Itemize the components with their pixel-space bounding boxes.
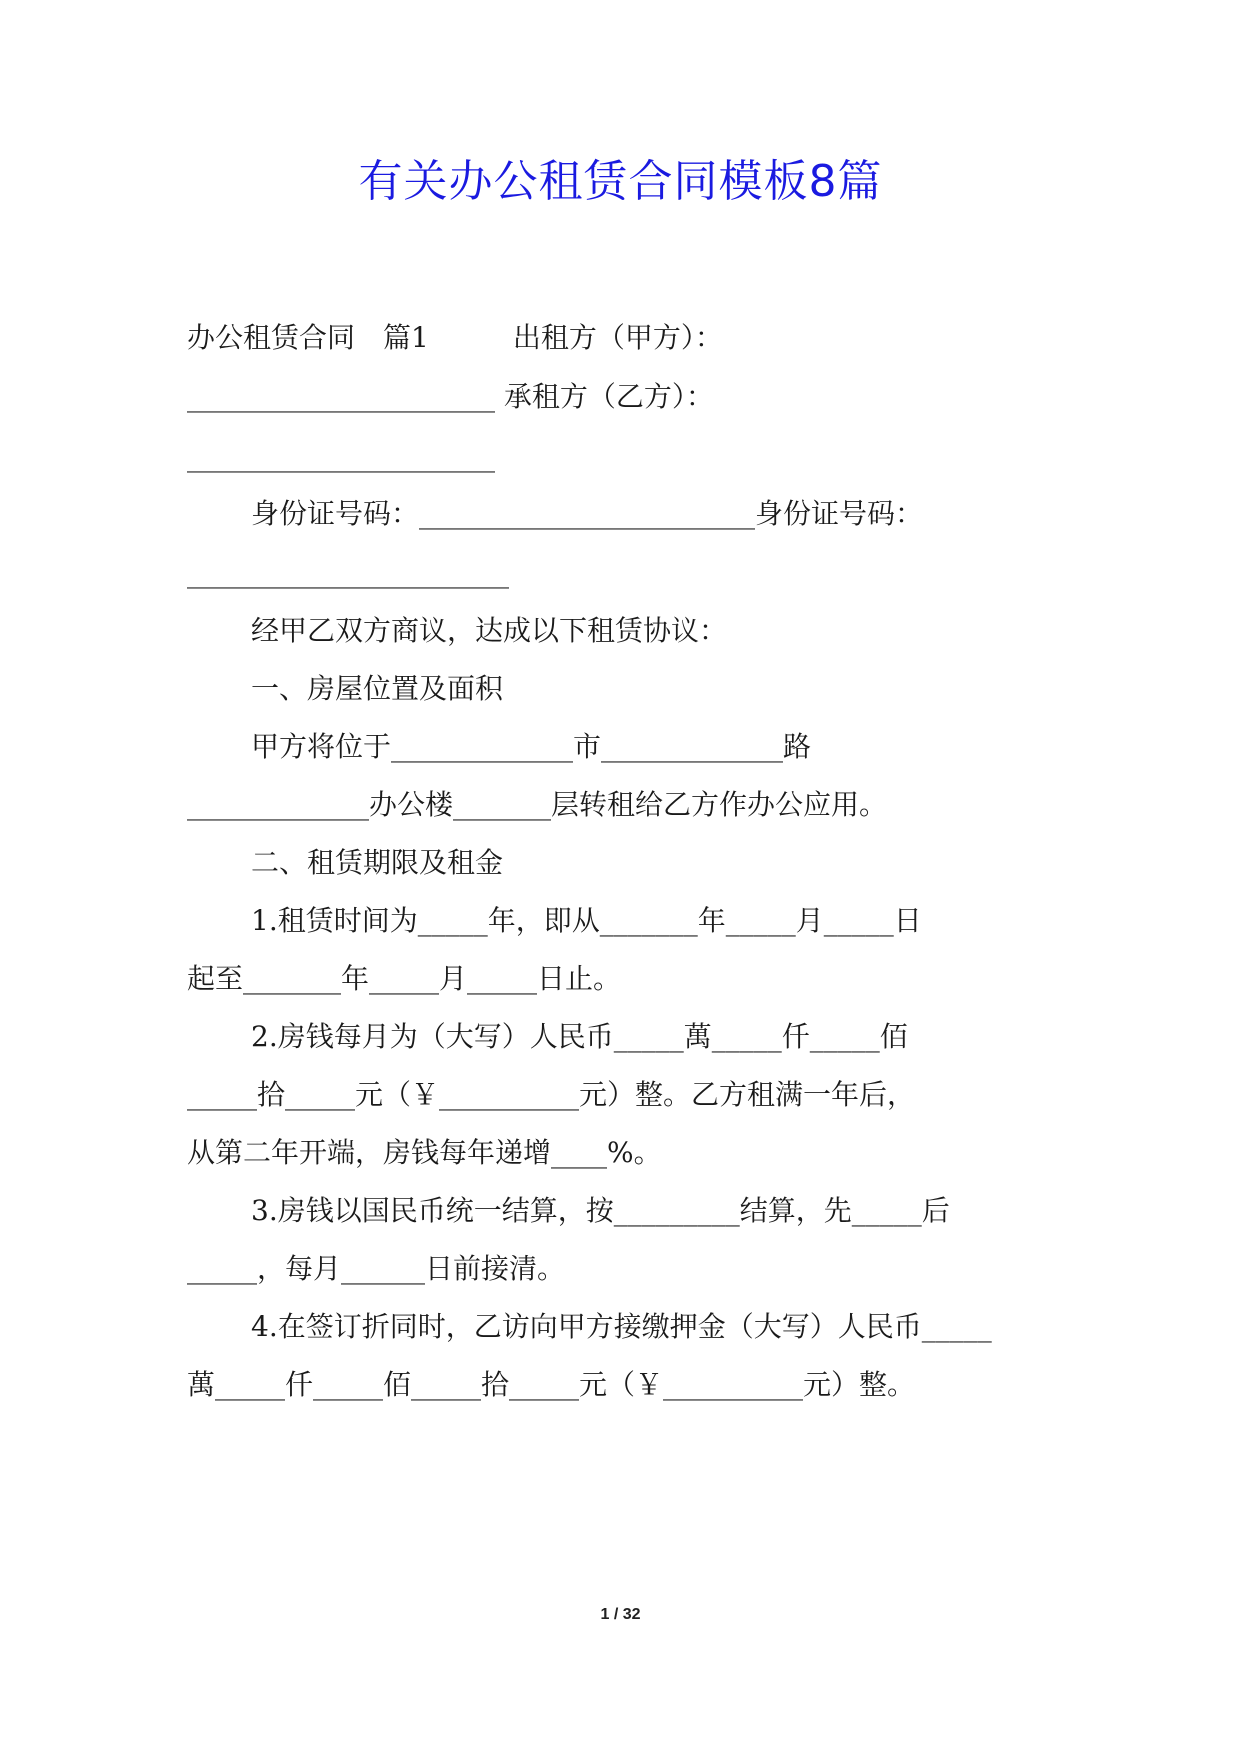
text-line-13: 2.房钱每月为（大写）人民币_____萬_____仟_____佰 <box>251 1020 908 1053</box>
text-line-18: 4.在签订折同时，乙访向甲方接缴押金（大写）人民币_____ <box>251 1310 992 1343</box>
text-line-1: 办公租赁合同 篇1 出租方（甲方）： <box>187 321 723 354</box>
text-line-9: _____________办公楼_______层转租给乙方作办公应用。 <box>187 788 888 821</box>
section-heading-1: 一、房屋位置及面积 <box>251 672 504 705</box>
text-line-6: 经甲乙双方商议，达成以下租赁协议： <box>251 614 728 647</box>
page-number: 1 / 32 <box>600 1606 641 1623</box>
text-line-5: _______________________ <box>187 556 509 589</box>
text-line-19: 萬_____仟_____佰_____拾_____元（￥__________元）整。 <box>187 1368 916 1401</box>
text-line-15: 从第二年开端，房钱每年递增____%。 <box>187 1136 662 1169</box>
text-line-16: 3.房钱以国民币统一结算，按_________结算，先_____后 <box>251 1194 950 1227</box>
text-line-3: ______________________ <box>187 440 495 473</box>
text-line-14: _____拾_____元（￥__________元）整。乙方租满一年后， <box>187 1078 916 1111</box>
section-heading-2: 二、租赁期限及租金 <box>251 846 504 879</box>
document-title: 有关办公租赁合同模板8篇 <box>358 156 883 207</box>
text-line-12: 起至_______年_____月_____日止。 <box>187 962 622 995</box>
text-line-2: ______________________ 承租方（乙方）： <box>187 380 714 413</box>
text-line-17: _____，每月______日前接清。 <box>187 1252 566 1285</box>
text-line-8: 甲方将位于_____________市_____________路 <box>251 730 812 763</box>
text-line-4: 身份证号码：________________________身份证号码： <box>251 497 924 530</box>
text-line-11: 1.租赁时间为_____年，即从_______年_____月_____日 <box>251 904 922 937</box>
